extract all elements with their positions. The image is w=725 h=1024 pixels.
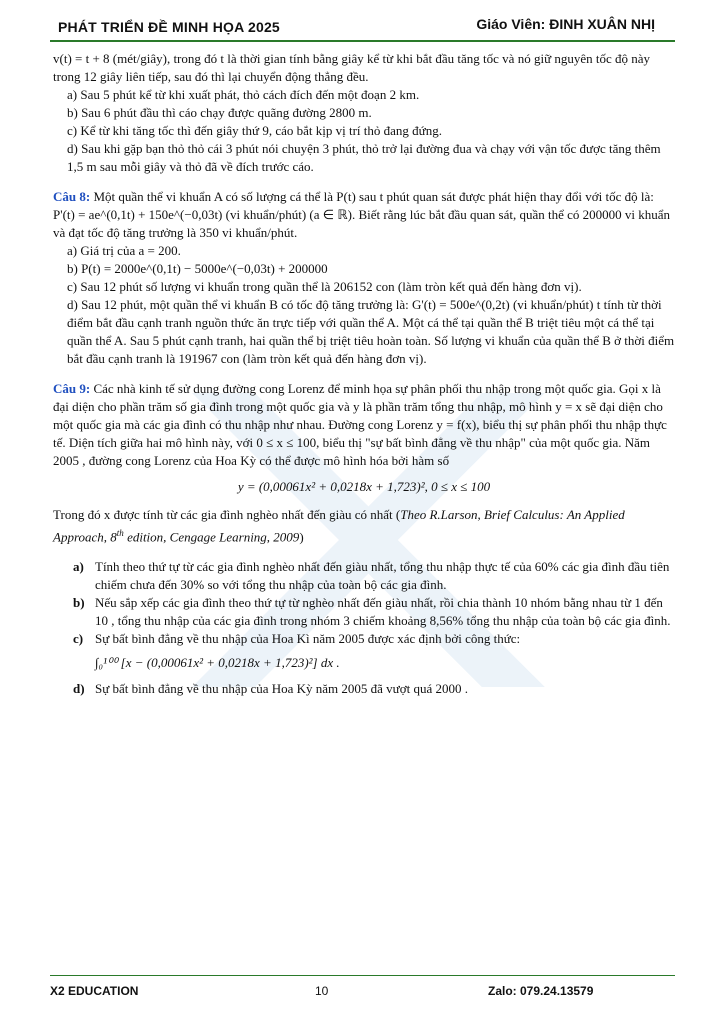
question-8-intro: Một quần thể vi khuẩn A có số lượng cá thể là P(t) sau t phút quan sát được phát hiện thay đổi với tốc độ là: P'(t) = ae^(0,1t) + 150e^(−0,03t) (vi khuẩn/phút) (a ∈ ℝ). Biết rằng lúc bắt đầu quan sát, quần thể có 200000 vi khuẩn và đạt tốc độ tăng trưởng là 350 vi khuẩn/phút. — [53, 189, 671, 240]
q9-option-b-label: b) — [73, 595, 85, 611]
q9-option-c-text: Sự bất bình đẳng về thu nhập của Hoa Kì năm 2005 được xác định bởi công thức: — [95, 631, 521, 647]
footer-contact: Zalo: 079.24.13579 — [488, 984, 594, 998]
prev-option-b: b) Sau 6 phút đầu thì cáo chạy được quãng đường 2800 m. — [67, 105, 372, 120]
prev-option-a: a) Sau 5 phút kể từ khi xuất phát, thỏ cách đích đến một đoạn 2 km. — [67, 87, 420, 102]
question-8 — [53, 188, 675, 242]
q9-option-a — [73, 558, 675, 594]
footer-divider — [50, 975, 675, 976]
note-publisher: edition, Cengage Learning, 2009 — [123, 529, 300, 545]
note-edition-number: 8 — [110, 529, 117, 545]
q9-option-b — [73, 594, 675, 630]
header-divider — [50, 40, 675, 42]
note-text: Trong đó x được tính từ các gia đình nghèo nhất đến giàu có nhất ( — [53, 507, 401, 522]
q8-option-d: d) Sau 12 phút, một quần thể vi khuẩn B có tốc độ tăng trưởng là: G'(t) = 500e^(0,2t) (vi khuẩn/phút) t tính từ thời điểm bắt đầu cạnh tranh nguồn thức ăn trực tiếp với quần thể A. Một cá thể tại quần thể B triệt tiêu một cá thể tại quần thể A. Sau 5 phút cạnh tranh, hai quần thể bị triệt tiêu hoàn toàn. Số lượng vi khuẩn của quần thể B ở thời điểm bắt đầu cạnh tranh là 191967 con (làm tròn kết quả đến hàng đơn vị). — [67, 297, 675, 366]
q9-option-c-label: c) — [73, 631, 84, 647]
note-close: ) — [299, 529, 304, 545]
page-content — [53, 50, 675, 698]
q9-option-c-formula — [73, 654, 675, 672]
question-9-intro: Các nhà kinh tế sử dụng đường cong Lorenz để minh họa sự phân phối thu nhập trong một quốc gia. Gọi x là đại diện cho phần trăm số gia đình trong một quốc gia và y là phần trăm tổng thu nhập, mô hình y = x sẽ đại diện cho một quốc gia mà các gia đình có thu nhập như nhau. Đường cong Lorenz y = f(x), biểu thị sự phân phối thu nhập thực tế. Diện tích giữa hai mô hình này, với 0 ≤ x ≤ 100, biểu thị "sự bất bình đẳng về thu nhập" của một quốc gia. Năm 2005 , đường cong Lorenz của Hoa Kỳ có thể được mô hình hóa bởi hàm số — [53, 381, 667, 468]
q9-option-d — [73, 680, 675, 698]
question-9 — [53, 380, 675, 470]
prev-option-d: d) Sau khi gặp bạn thỏ thỏ cái 3 phút nói chuyện 3 phút, thỏ trở lại đường đua và chạy với vận tốc được tăng thêm 1,5 m sau mỗi giây và thỏ đã về đích trước cáo. — [67, 141, 661, 174]
lorenz-formula: y = (0,00061x² + 0,0218x + 1,723)², 0 ≤ x ≤ 100 — [237, 479, 491, 494]
q8-option-b: b) P(t) = 2000e^(0,1t) − 5000e^(−0,03t) + 200000 — [67, 261, 328, 276]
question-9-label: Câu 9: — [53, 381, 91, 396]
footer-brand: X2 EDUCATION — [50, 984, 139, 998]
question-8-label: Câu 8: — [53, 189, 91, 204]
q9-option-a-text: Tính theo thứ tự từ các gia đình nghèo nhất đến giàu nhất, tổng thu nhập thực tế của 60% các gia đình đầu tiên chiếm chưa đến 30% so với tổng thu nhập của toàn bộ các gia đình. — [95, 559, 670, 593]
page-header — [50, 10, 675, 42]
q9-option-a-label: a) — [73, 559, 84, 575]
q8-option-a: a) Giá trị của a = 200. — [67, 243, 181, 258]
q9-option-d-text: Sự bất bình đẳng về thu nhập của Hoa Kỳ năm 2005 đã vượt quá 2000 . — [95, 681, 468, 697]
q9-option-b-text: Nếu sắp xếp các gia đình theo thứ tự từ nghèo nhất đến giàu nhất, rồi chia thành 10 nhóm bằng nhau từ 1 đến 10 , tổng thu nhập của các gia đình trong nhóm 3 chiếm khoảng 8,56% tổng thu nhập của toàn bộ các gia đình. — [95, 595, 671, 629]
q8-option-c: c) Sau 12 phút số lượng vi khuẩn trong quần thể là 206152 con (làm tròn kết quả đến hàng đơn vị). — [67, 279, 582, 294]
prev-question-intro: v(t) = t + 8 (mét/giây), trong đó t là thời gian tính bằng giây kể từ khi bắt đầu tăng tốc và nó giữ nguyên tốc độ này trong 12 giây liên tiếp, sau đó thì lại chuyển động thẳng đều. — [53, 51, 651, 84]
integral-formula: ∫₀¹⁰⁰ [x − (0,00061x² + 0,0218x + 1,723)²] dx . — [95, 655, 340, 671]
page-number: 10 — [315, 984, 329, 998]
q9-source-note — [53, 506, 675, 546]
q9-option-c — [73, 630, 675, 648]
note-citation: Theo R.Larson, Brief Calculus: An Applied Approach, — [53, 507, 625, 545]
header-teacher: Giáo Viên: ĐINH XUÂN NHỊ — [476, 16, 655, 32]
note-edition-suffix: th — [116, 528, 124, 538]
q9-option-d-label: d) — [73, 681, 85, 697]
header-title: PHÁT TRIỂN ĐỀ MINH HỌA 2025 — [58, 19, 280, 35]
prev-option-c: c) Kể từ khi tăng tốc thì đến giây thứ 9, cáo bắt kịp vị trí thỏ đang đứng. — [67, 123, 442, 138]
